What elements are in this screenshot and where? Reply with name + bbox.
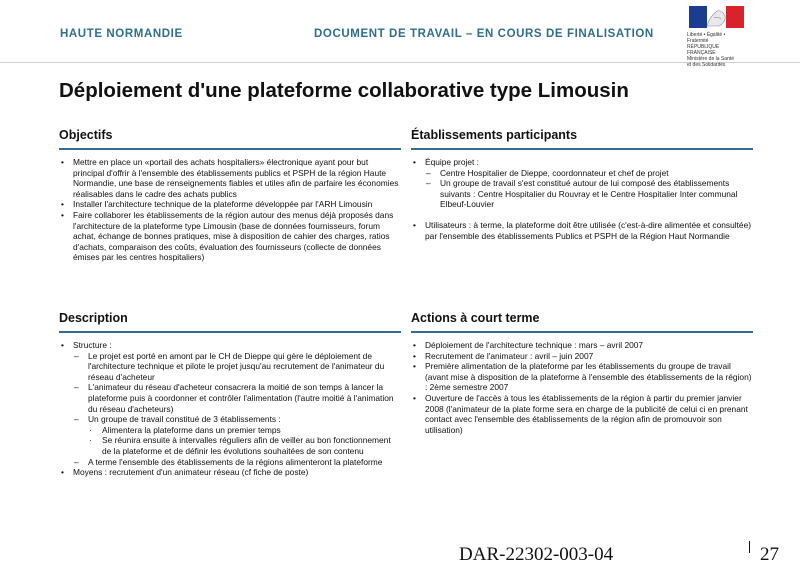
section-rule <box>411 331 753 333</box>
list-item: • Mettre en place un «portail des achats hospitaliers» électronique ayant pour but principal d'offrir à l'ensemble des établissements publics et PSPH de la région Haute Normandie, une base de renseignements fiables et utiles afin de parfaire les économies réalisables dans le cadre des achats publics <box>61 157 399 199</box>
ministry-name: Liberté • Égalité • Fraternité RÉPUBLIQUE FRANÇAISE Ministère de la Santé et des Solidarités <box>687 32 734 68</box>
section-rule <box>59 331 401 333</box>
list-item: • Ouverture de l'accès à tous les établissements de la région à partir du premier janvier 2008 (l'animateur de la plate forme sera en charge de la publicité de celui ci en prenant contact avec l'ensemble des établissements de la région afin de promouvoir son utilisation) <box>413 392 748 435</box>
tricolor-flag-icon <box>689 6 744 28</box>
list-subsubitem: · Se réunira ensuite à intervalles réguliers afin de veiller au bon fonctionnement de la plateforme et de définir les évolutions souhaitées de son contenu <box>89 435 391 456</box>
document-status: DOCUMENT DE TRAVAIL – EN COURS DE FINALISATION <box>314 28 654 40</box>
footer-divider <box>749 541 750 553</box>
list-subitem: – Le projet est porté en amont par le CH de Dieppe qui gère le déploiement de l'architecture technique et pilote le projet jusqu'au recrutement de l'animateur du réseau d'acheteur <box>74 350 385 382</box>
etablissements-panel <box>411 127 753 241</box>
list-subitem: – Un groupe de travail constitué de 3 établissements : <box>74 414 281 425</box>
etablissements-title: Établissements participants <box>411 128 578 142</box>
actions-title: Actions à court terme <box>411 311 540 325</box>
list-subitem: – Centre Hospitalier de Dieppe, coordonnateur et chef de projet <box>426 167 669 178</box>
document-code: DAR-22302-003-04 <box>459 544 614 565</box>
objectifs-panel <box>59 127 401 263</box>
page-title: Déploiement d'une plateforme collaborative type Limousin <box>59 79 629 102</box>
list-item: • Déploiement de l'architecture technique : mars – avril 2007 <box>413 340 644 350</box>
actions-panel <box>411 310 753 435</box>
list-subitem: – L'animateur du réseau d'acheteur consacrera la moitié de son temps à lancer la plateforme puis à coordonner et contrôler l'alimentation (l'autre moitié à l'animation du réseau d'acheteurs) <box>74 382 394 414</box>
list-item: • Moyens : recrutement d'un animateur réseau (cf fiche de poste) <box>61 467 309 478</box>
description-panel <box>59 310 401 478</box>
republique-francaise-logo <box>687 6 745 68</box>
list-item: • Structure : <box>61 340 112 350</box>
region-label: HAUTE NORMANDIE <box>60 28 183 40</box>
objectifs-title: Objectifs <box>59 128 113 142</box>
description-title: Description <box>59 311 128 325</box>
page-header <box>0 0 800 68</box>
list-item: • Recrutement de l'animateur : avril – juin 2007 <box>413 350 594 361</box>
list-subsubitem: · Alimentera la plateforme dans un premier temps <box>89 424 281 435</box>
list-subitem: – A terme l'ensemble des établissements de la régions alimenteront la plateforme <box>74 456 383 467</box>
list-item: • Installer l'architecture technique de la plateforme développée par l'ARH Limousin <box>61 199 373 210</box>
page-number: 27 <box>760 544 779 565</box>
list-item: • Utilisateurs : à terme, la plateforme doit être utilisée (c'est-à-dire alimentée et consultée) par l'ensemble des établissements Publics et PSPH de la Région Haut Normandie <box>413 219 752 241</box>
list-item: • Équipe projet : <box>413 157 480 167</box>
list-item: • Première alimentation de la plateforme par les établissements du groupe de travail (avant mise à disposition de la plateforme à l'ensemble des établissements de la région) : 2ème semestre 2007 <box>413 361 752 393</box>
section-rule <box>59 148 401 150</box>
list-subitem: – Un groupe de travail s'est constitué autour de lui composé des établissements suivants : Centre Hospitalier du Rouvray et le Centre Hospitalier Inter communal Elbeuf-Louvier <box>426 178 738 210</box>
list-item: • Faire collaborer les établissements de la région autour des menus déjà proposés dans l'architecture de la plateforme type Limousin (base de données fournisseurs, forum achat, échange de bonnes pratiques, mise à disposition de cahier des charges, ratios d'achats, comparaison des coûts, évaluation des fournisseurs (collecte de données émises par les centres hospitaliers) <box>61 209 394 263</box>
section-rule <box>411 148 753 150</box>
